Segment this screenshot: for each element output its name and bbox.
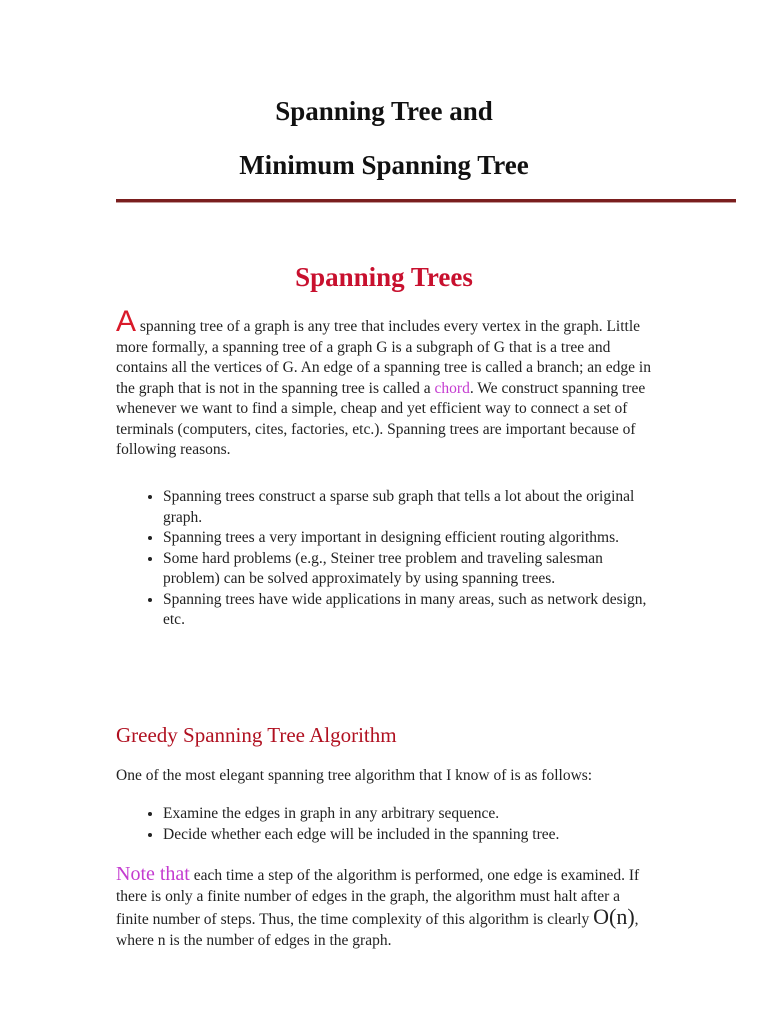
subheading: Greedy Spanning Tree Algorithm — [116, 723, 397, 747]
note-text-1: each time a step of the algorithm is performed, one edge is examined. If there is only a finite number of edges in the graph, the algorithm must halt after a finite number of steps. Thus, the time complexity of this algorithm is clearly — [116, 867, 640, 928]
list-item: • Decide whether each edge will be included in the spanning tree. — [163, 825, 656, 846]
document-title-line-2: Minimum Spanning Tree — [239, 150, 529, 180]
chord-link[interactable]: chord — [434, 379, 470, 397]
note-paragraph — [116, 864, 656, 951]
complexity: O(n) — [593, 904, 635, 929]
steps-list — [116, 804, 656, 845]
note-lead: Note that — [116, 863, 190, 885]
section-title: Spanning Trees — [295, 262, 473, 292]
intro-text-2: . We construct spanning tree whenever we want to find a simple, cheap and yet efficient way to connect a set of terminals (computers, cites, factories, etc.). Spanning trees are important because of following reasons. — [116, 379, 646, 458]
document-title-line-1: Spanning Tree and — [275, 96, 493, 126]
note-text-2: , where n is the number of edges in the graph. — [116, 911, 639, 949]
drop-cap: A — [116, 305, 137, 338]
list-item: • Spanning trees have wide applications in many areas, such as network design, etc. — [163, 590, 656, 631]
intro-paragraph — [116, 305, 656, 461]
list-item: • Some hard problems (e.g., Steiner tree problem and traveling salesman problem) can be solved approximately by using spanning trees. — [163, 549, 656, 590]
list-item: • Spanning trees a very important in designing efficient routing algorithms. — [163, 528, 656, 549]
list-item: • Examine the edges in graph in any arbitrary sequence. — [163, 804, 656, 825]
reasons-list — [116, 487, 656, 631]
intro-text-1: spanning tree of a graph is any tree that includes every vertex in the graph. Little more formally, a spanning tree of a graph G is a subgraph of G that is a tree and contains all the vertices of G. An edge of a spanning tree is called a branch; an edge in the graph that is not in the spanning tree is called a — [116, 318, 651, 397]
title-divider — [116, 199, 736, 203]
list-item: • Spanning trees construct a sparse sub graph that tells a lot about the original graph. — [163, 487, 656, 528]
algorithm-intro: One of the most elegant spanning tree algorithm that I know of is as follows: — [116, 767, 593, 784]
